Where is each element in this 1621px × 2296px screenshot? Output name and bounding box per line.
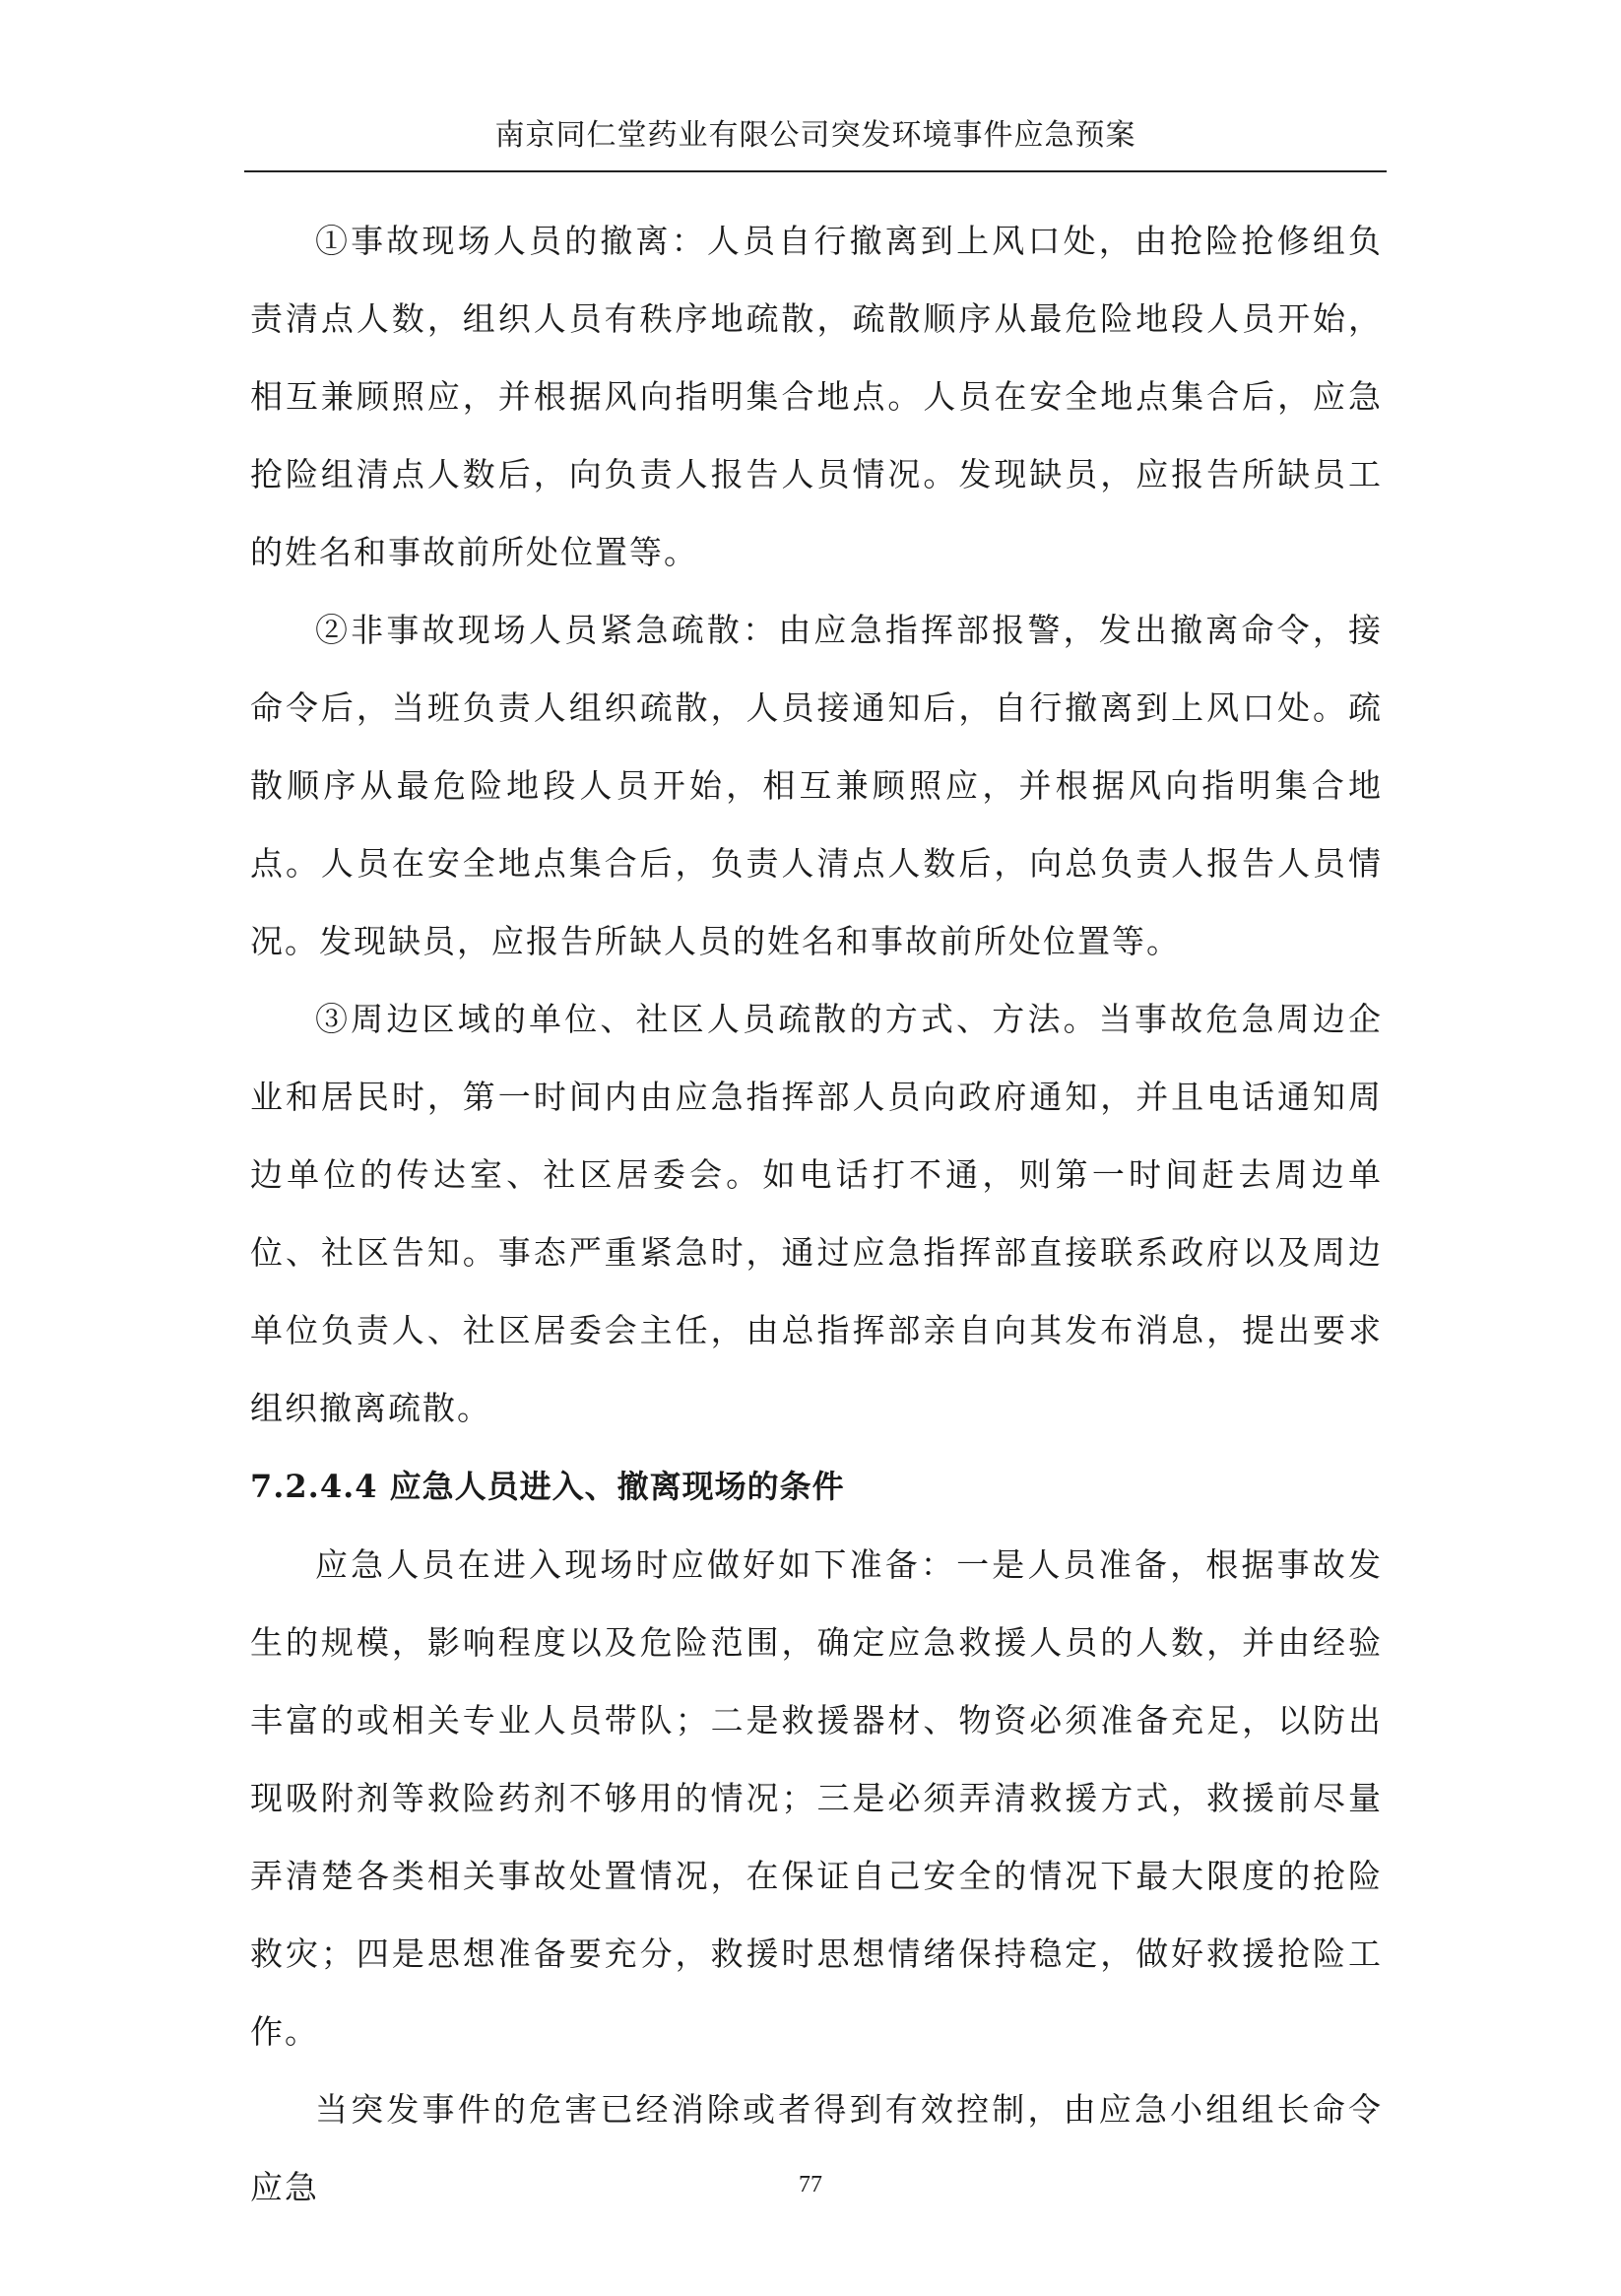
page-number: 77: [799, 2172, 822, 2198]
paragraph-evacuation-on-site: ①事故现场人员的撤离：人员自行撤离到上风口处，由抢险抢修组负责清点人数，组织人员有秩序地疏散，疏散顺序从最危险地段人员开始，相互兼顾照应，并根据风向指明集合地点。人员在安全地点集合后，应急抢险组清点人数后，向负责人报告人员情况。发现缺员，应报告所缺员工的姓名和事故前所处位置等。: [250, 222, 1383, 571]
section-heading: 7.2.4.4 应急人员进入、撤离现场的条件: [250, 1468, 845, 1505]
page-body: [250, 202, 1383, 2226]
paragraph-withdrawal-condition: 当突发事件的危害已经消除或者得到有效控制，由应急小组组长命令应急: [250, 2090, 1383, 2206]
page-header-title: 南京同仁堂药业有限公司突发环境事件应急预案: [494, 118, 1136, 153]
paragraph-entry-preparation: 应急人员在进入现场时应做好如下准备：一是人员准备，根据事故发生的规模，影响程度以及危险范围，确定应急救援人员的人数，并由经验丰富的或相关专业人员带队；二是救援器材、物资必须准备充足，以防出现吸附剂等救险药剂不够用的情况；三是必须弄清救援方式，救援前尽量弄清楚各类相关事故处置情况，在保证自己安全的情况下最大限度的抢险救灾；四是思想准备要充分，救援时思想情绪保持稳定，做好救援抢险工作。: [250, 1545, 1383, 2051]
paragraph-evacuation-surrounding: ③周边区域的单位、社区人员疏散的方式、方法。当事故危急周边企业和居民时，第一时间内由应急指挥部人员向政府通知，并且电话通知周边单位的传达室、社区居委会。如电话打不通，则第一时间赶去周边单位、社区告知。事态严重紧急时，通过应急指挥部直接联系政府以及周边单位负责人、社区居委会主任，由总指挥部亲自向其发布消息，提出要求组织撤离疏散。: [250, 1000, 1383, 1427]
paragraph-evacuation-off-site: ②非事故现场人员紧急疏散：由应急指挥部报警，发出撤离命令，接命令后，当班负责人组织疏散，人员接通知后，自行撤离到上风口处。疏散顺序从最危险地段人员开始，相互兼顾照应，并根据风向指明集合地点。人员在安全地点集合后，负责人清点人数后，向总负责人报告人员情况。发现缺员，应报告所缺人员的姓名和事故前所处位置等。: [250, 611, 1383, 960]
header-divider: [244, 170, 1387, 172]
